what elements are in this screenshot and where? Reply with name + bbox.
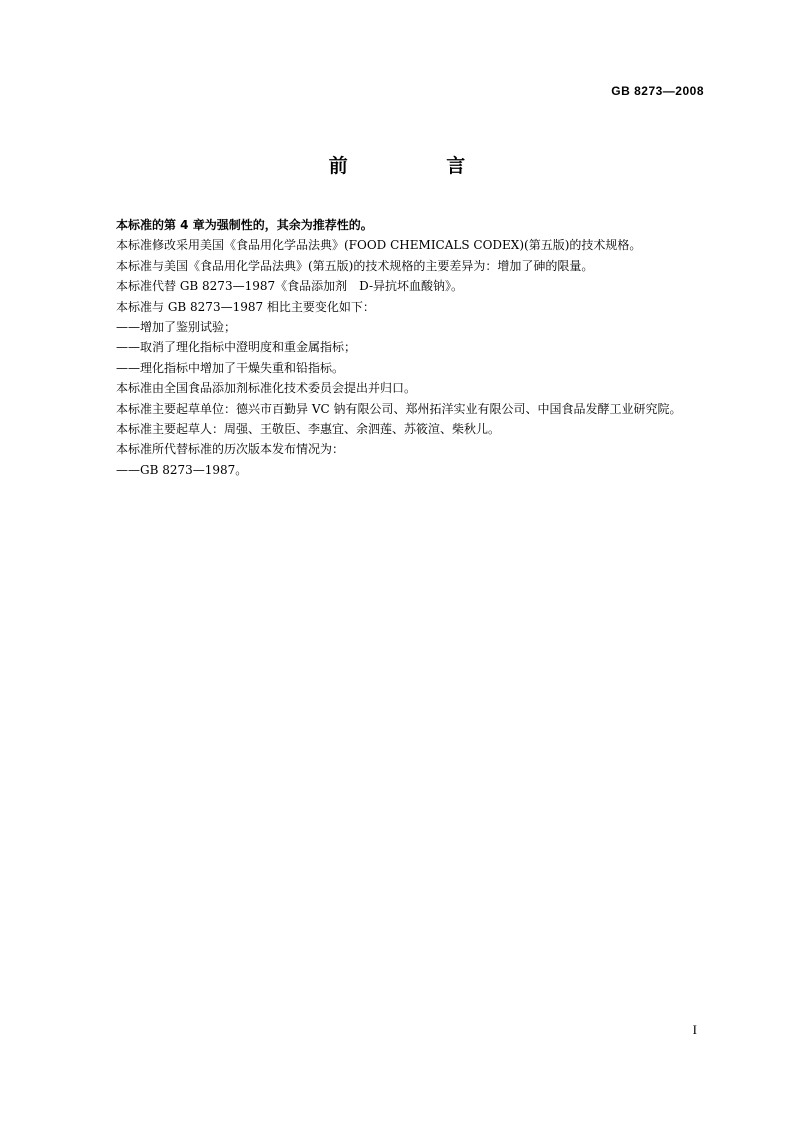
standard-number: GB 8273—2008: [611, 84, 704, 98]
paragraph-history-intro: 本标准所代替标准的历次版本发布情况为：: [116, 442, 345, 457]
list-item-change-3: ——理化指标中增加了干燥失重和铅指标。: [116, 360, 345, 375]
paragraph-changes-intro: 本标准与 GB 8273—1987 相比主要变化如下：: [116, 299, 375, 314]
list-item-change-1: ——增加了鉴别试验；: [116, 320, 237, 335]
paragraph-drafters: 本标准主要起草人：周强、王敬臣、李惠宜、余泗莲、苏筱渲、柴秋儿。: [116, 422, 501, 437]
paragraph-differences: 本标准与美国《食品用化学品法典》(第五版)的技术规格的主要差异为：增加了砷的限量。: [116, 258, 594, 273]
page-title: 前 言: [328, 155, 512, 177]
mandatory-statement: 本标准的第 4 章为强制性的，其余为推荐性的。: [116, 218, 373, 232]
foreword-body: [90, 215, 708, 480]
paragraph-proposed-by: 本标准由全国食品添加剂标准化技术委员会提出并归口。: [116, 381, 417, 396]
list-item-history-1: ——GB 8273—1987。: [116, 462, 248, 477]
list-item-change-2: ——取消了理化指标中澄明度和重金属指标；: [116, 340, 357, 355]
paragraph-drafting-units: 本标准主要起草单位：德兴市百勤异 VC 钠有限公司、郑州拓洋实业有限公司、中国食品发酵工业研究院。: [116, 401, 682, 416]
paragraph-replaces: 本标准代替 GB 8273—1987《食品添加剂 D-异抗坏血酸钠》。: [116, 279, 464, 294]
page-number: I: [692, 1022, 697, 1037]
paragraph-adoption: 本标准修改采用美国《食品用化学品法典》(FOOD CHEMICALS CODEX)(第五版)的技术规格。: [116, 238, 642, 253]
